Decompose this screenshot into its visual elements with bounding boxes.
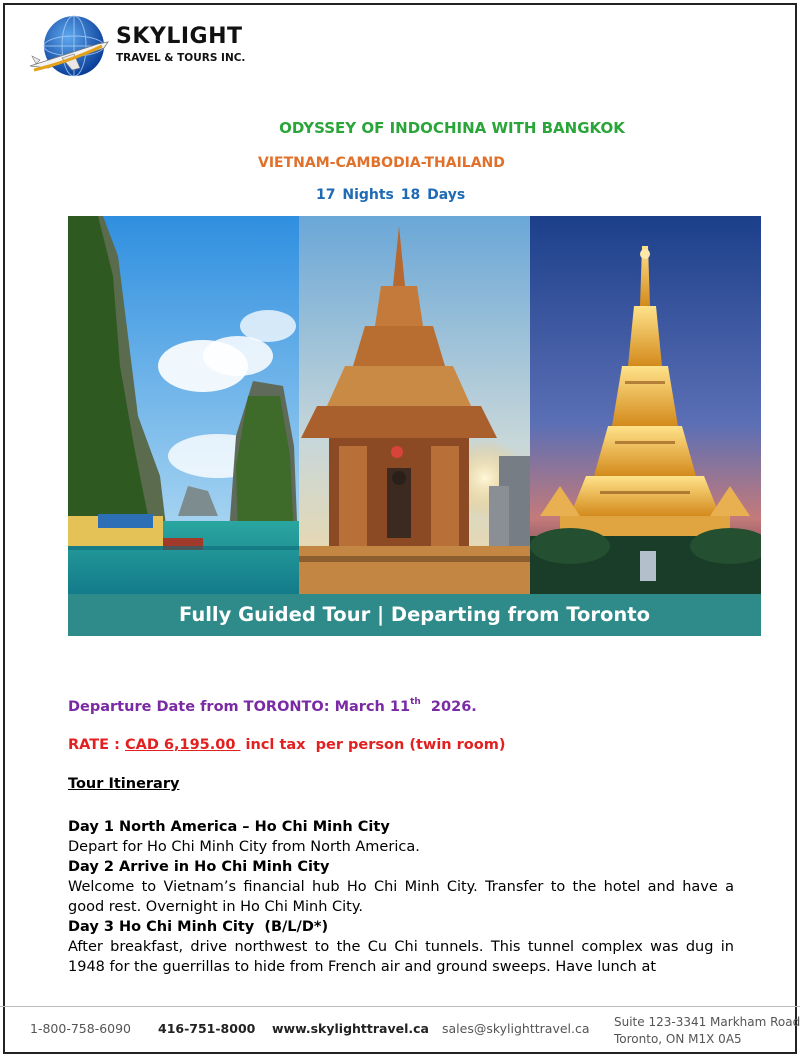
day-title: Day 1 North America – Ho Chi Minh City — [68, 819, 390, 835]
departure-date — [68, 697, 477, 715]
rate-details: incl tax per person (twin room) — [240, 737, 506, 753]
phone-tollfree[interactable]: 1-800-758-6090 — [30, 1021, 132, 1036]
brand-tagline: TRAVEL & TOURS INC. — [116, 52, 246, 64]
wat-arun-photo — [530, 216, 761, 594]
day-title: Day 2 Arrive in Ho Chi Minh City — [68, 859, 330, 875]
rate-line — [68, 737, 505, 753]
cambodia-temple-photo — [299, 216, 530, 594]
day-description: Welcome to Vietnam’s financial hub Ho Chi Minh City. Transfer to the hotel and have a good rest. Overnight in Ho Chi Minh City. — [68, 879, 734, 915]
itinerary-heading: Tour Itinerary — [68, 776, 180, 792]
rate-label: RATE : — [68, 737, 125, 753]
day-description: Depart for Ho Chi Minh City from North America. — [68, 839, 420, 855]
day-title: Day 3 Ho Chi Minh City (B/L/D*) — [68, 919, 329, 935]
departure-ordinal: th — [410, 697, 421, 707]
rate-amount: CAD 6,195.00 — [124, 737, 241, 753]
itinerary-day — [68, 917, 734, 977]
skylight-logo — [28, 14, 248, 80]
tour-countries: VIETNAM-CAMBODIA-THAILAND — [258, 155, 505, 171]
brand-name: SKYLIGHT — [116, 24, 243, 49]
day-description: After breakfast, drive northwest to the Cu Chi tunnels. This tunnel complex was dug in 1948 for the guerrillas to hide from French air and ground sweeps. Have lunch at — [68, 939, 734, 975]
globe-airplane-icon — [28, 14, 114, 80]
departure-year: 2026. — [420, 699, 477, 715]
email-link[interactable]: sales@skylighttravel.ca — [442, 1021, 590, 1036]
contact-footer — [0, 1006, 800, 1057]
website-link[interactable]: www.skylighttravel.ca — [272, 1021, 429, 1036]
itinerary-day — [68, 857, 734, 917]
tour-title: ODYSSEY OF INDOCHINA WITH BANGKOK — [279, 119, 625, 137]
ha-long-bay-photo — [68, 216, 299, 594]
address-line-1: Suite 123-3341 Markham Road — [614, 1015, 800, 1029]
phone-local[interactable]: 416-751-8000 — [158, 1021, 256, 1036]
address-line-2: Toronto, ON M1X 0A5 — [614, 1032, 742, 1046]
tour-duration: 17 Nights 18 Days — [316, 187, 466, 203]
itinerary-day — [68, 817, 734, 857]
itinerary-list — [68, 817, 734, 977]
hero-banner — [68, 216, 761, 636]
departure-label: Departure Date from TORONTO: March 11 — [68, 699, 411, 715]
banner-caption: Fully Guided Tour | Departing from Toronto — [68, 594, 761, 636]
